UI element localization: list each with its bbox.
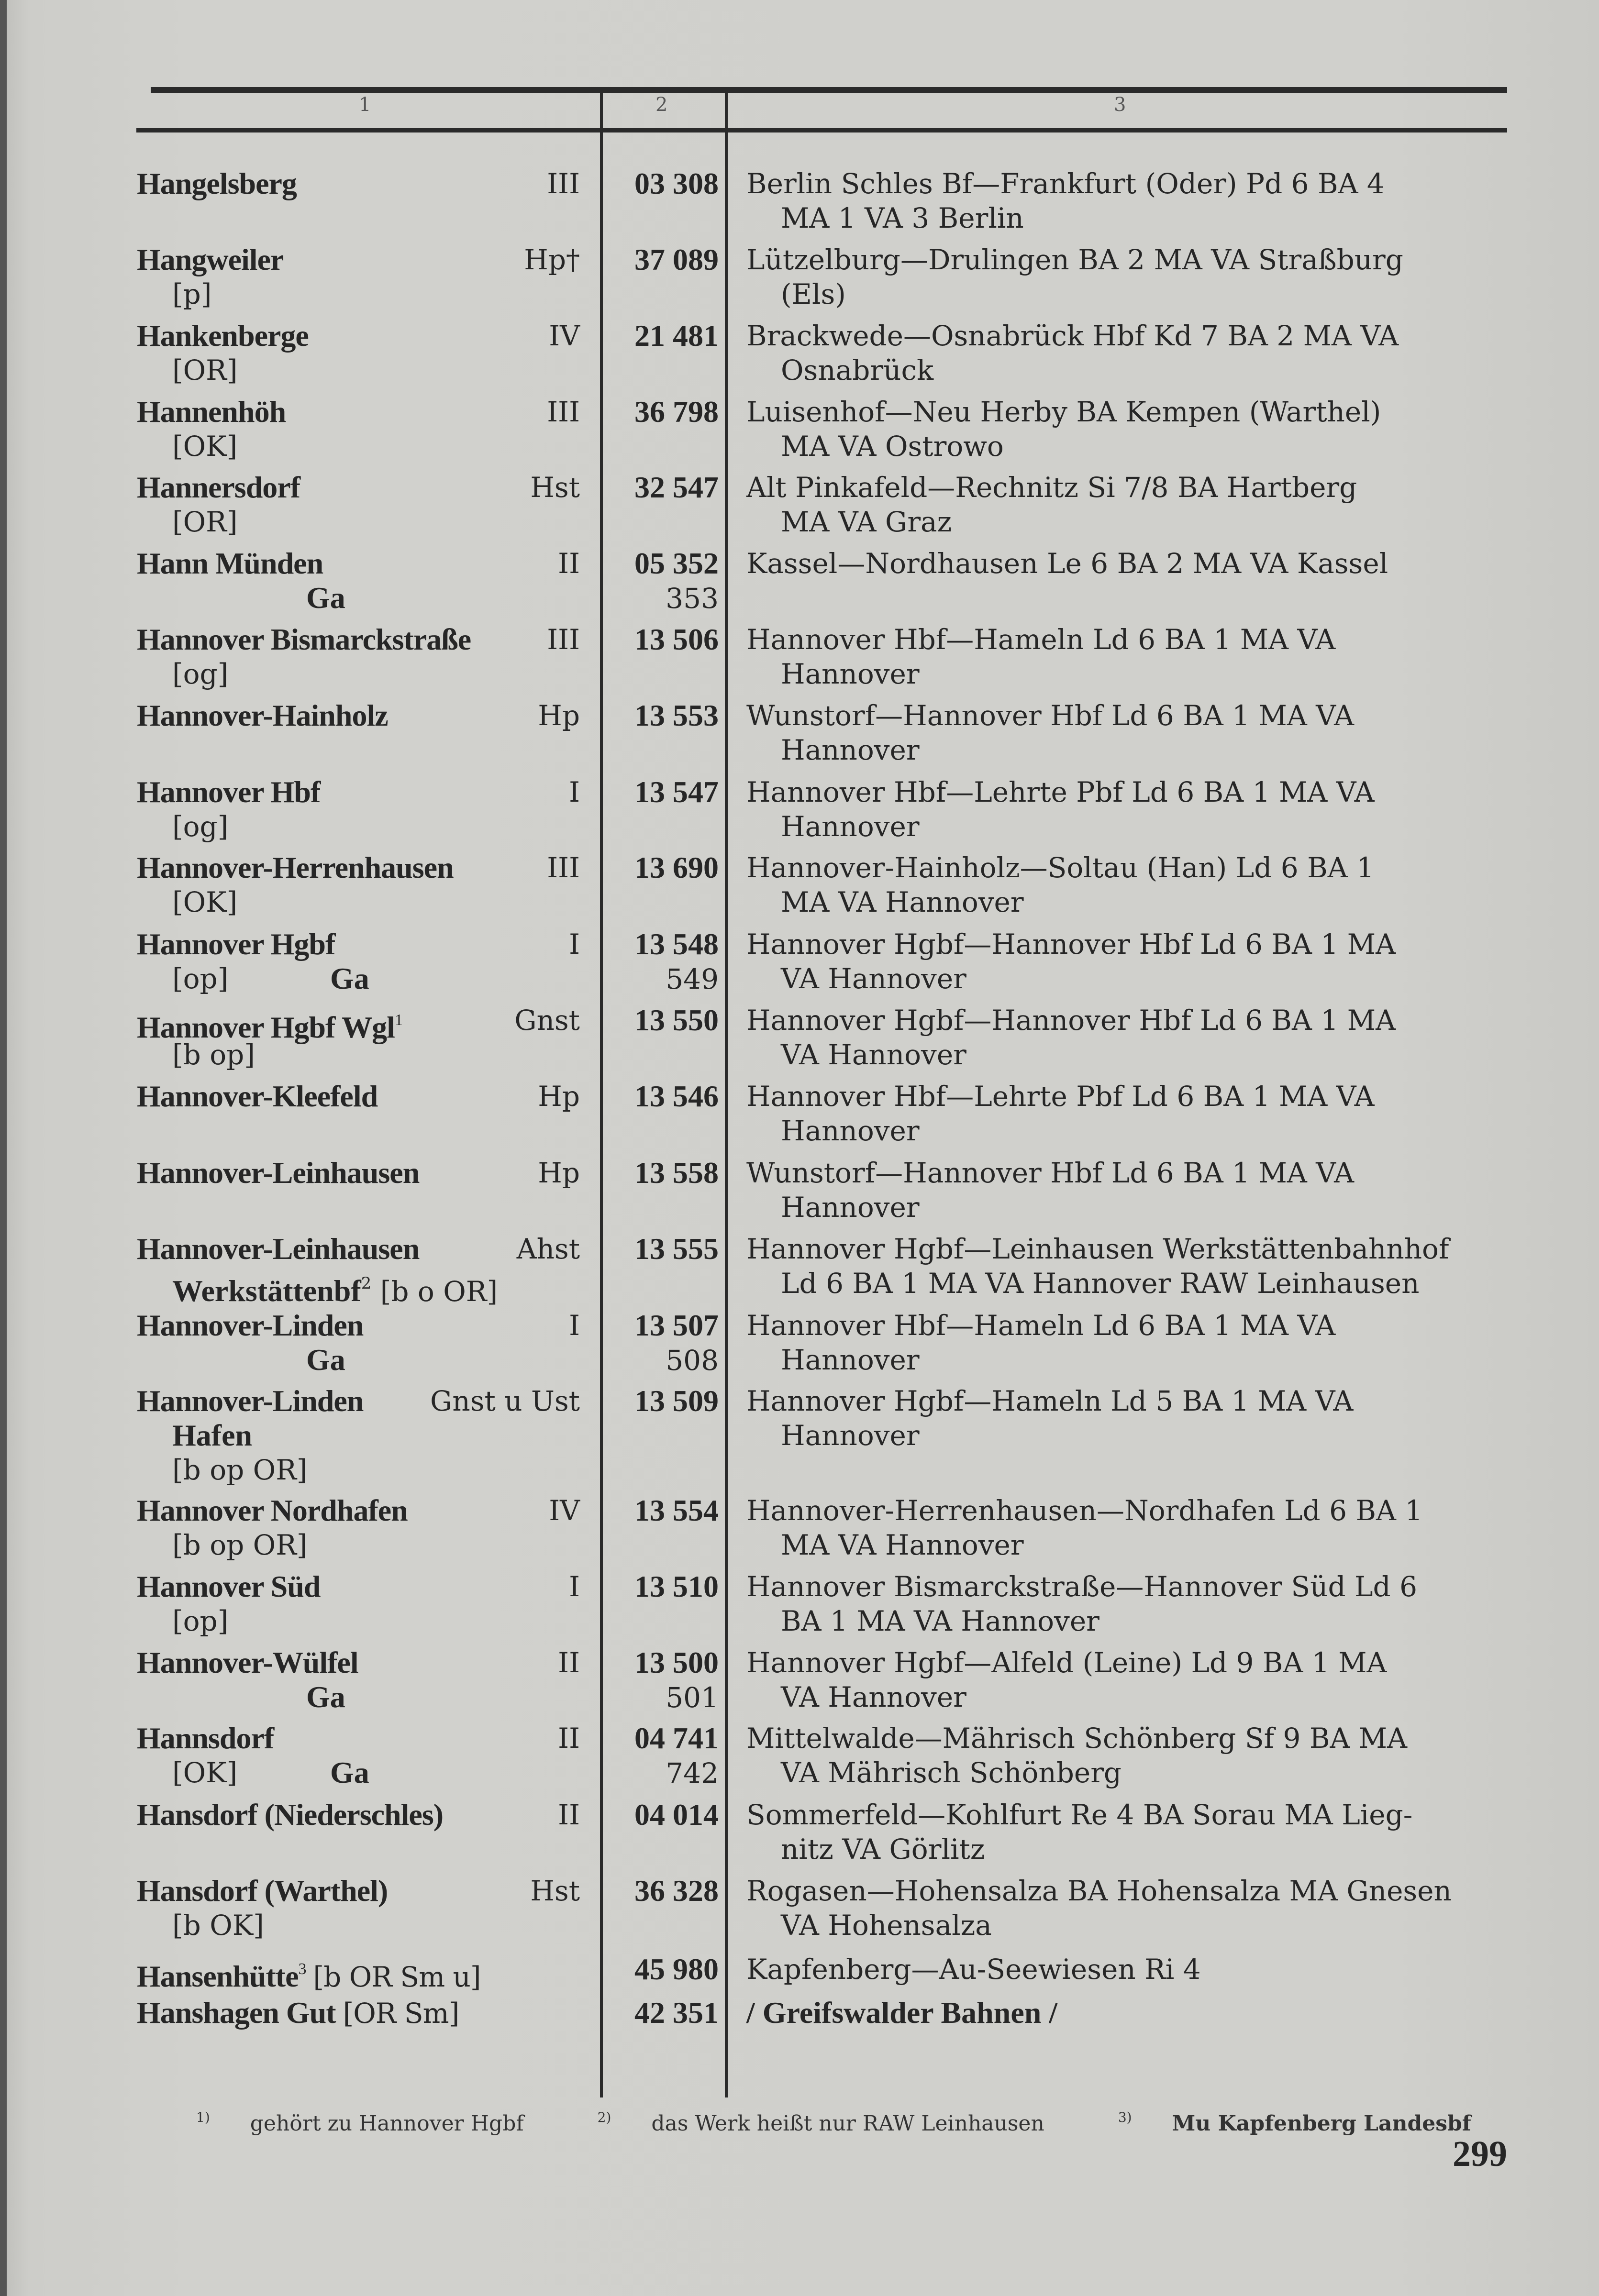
station-number: 13 506: [634, 622, 719, 656]
station-name: Hankenberge: [137, 319, 309, 353]
station-name: Hannover-Hainholz: [137, 698, 388, 732]
station-class: Hp†: [524, 243, 580, 276]
station-class: III: [547, 167, 580, 200]
route-description: Sommerfeld—Kohlfurt Re 4 BA Sorau MA Lieg- nitz VA Görlitz: [746, 1799, 1413, 1866]
station-number: 13 548 549: [634, 927, 719, 995]
station-sub: Ga: [306, 1343, 345, 1377]
footnotes: [196, 2109, 1505, 2136]
station-name: Hannover Nordhafen: [137, 1493, 408, 1527]
station-class: II: [558, 1722, 580, 1755]
station-number: 05 352 353: [634, 546, 719, 615]
station-class: Gnst: [514, 1004, 580, 1037]
station-sub: Ga: [306, 1680, 345, 1714]
station-number: 32 547: [634, 470, 719, 504]
station-number: 13 690: [634, 850, 719, 884]
station-class: II: [558, 1799, 580, 1831]
station-sub: [OK]: [172, 430, 238, 463]
station-name: Hannover-Linden: [137, 1308, 364, 1342]
station-number: 45 980: [634, 1952, 719, 1986]
page-number: 299: [1453, 2134, 1507, 2174]
route-description: Hannover-Herrenhausen—Nordhafen Ld 6 BA 1 MA VA Hannover: [746, 1494, 1423, 1561]
station-sub: [OR]: [172, 354, 238, 386]
route-description: Hannover Hgbf—Hameln Ld 5 BA 1 MA VA Hannover: [746, 1385, 1354, 1452]
route-description: / Greifswalder Bahnen /: [746, 1996, 1058, 2030]
route-description: Hannover Hgbf—Alfeld (Leine) Ld 9 BA 1 MA VA Hannover: [746, 1646, 1387, 1713]
station-name: Hangelsberg: [137, 166, 297, 200]
station-sub: Ga: [306, 581, 345, 615]
station-name: Hannover-Wülfel: [137, 1645, 358, 1679]
station-name: Hannenhöh: [137, 395, 286, 429]
station-number: 13 500 501: [634, 1645, 719, 1714]
station-sub: [OK]: [172, 1756, 238, 1789]
station-name: Hannover-Leinhausen: [137, 1156, 420, 1190]
station-number: 36 798: [634, 395, 719, 429]
station-number: 13 550: [634, 1003, 719, 1037]
route-description: Lützelburg—Drulingen BA 2 MA VA Straßburg (Els): [746, 243, 1403, 310]
station-class: III: [547, 851, 580, 884]
route-description: Kassel—Nordhausen Le 6 BA 2 MA VA Kassel: [746, 547, 1388, 580]
station-class: III: [547, 396, 580, 428]
station-sub: [b op]: [172, 1038, 255, 1071]
station-sub: [og]: [172, 658, 229, 690]
station-ga: Ga: [330, 1755, 369, 1789]
station-number: 13 507 508: [634, 1308, 719, 1377]
station-name: Hann Münden: [137, 546, 323, 580]
route-description: Hannover Hbf—Lehrte Pbf Ld 6 BA 1 MA VA Hannover: [746, 1080, 1375, 1147]
station-class: Hp: [538, 1080, 580, 1113]
station-sub: [og]: [172, 810, 229, 843]
station-number: 13 553: [634, 698, 719, 732]
station-class: Hp: [538, 1157, 580, 1189]
station-number: 04 741 742: [634, 1721, 719, 1789]
route-description: Alt Pinkafeld—Rechnitz Si 7/8 BA Hartberg MA VA Graz: [746, 471, 1357, 538]
footnote-2: $^{2)}$ das Werk heißt nur RAW Leinhausen: [597, 2109, 1044, 2136]
station-class: II: [558, 1646, 580, 1679]
station-class: Hst: [530, 471, 580, 504]
station-name: Hansdorf (Niederschles): [137, 1798, 444, 1832]
station-name: Hannover-Herrenhausen: [137, 850, 454, 884]
route-description: Hannover Hgbf—Leinhausen Werkstättenbahnhof Ld 6 BA 1 MA VA Hannover RAW Leinhausen: [746, 1233, 1449, 1300]
route-description: Brackwede—Osnabrück Hbf Kd 7 BA 2 MA VA Osnabrück: [746, 320, 1399, 386]
station-class: Ahst: [516, 1233, 580, 1265]
station-sub: [b op OR]: [172, 1529, 308, 1561]
station-number: 42 351: [634, 1996, 719, 2030]
station-number: 03 308: [634, 166, 719, 200]
station-sub: [op]: [172, 1605, 229, 1637]
header-top-rule: [151, 87, 1507, 93]
column-divider-1: [600, 91, 603, 2097]
station-name: Hangweiler: [137, 243, 284, 276]
station-name: Hanshagen Gut [OR Sm]: [137, 1996, 459, 2030]
station-number: 37 089: [634, 243, 719, 276]
station-number: 13 547: [634, 775, 719, 809]
route-description: Hannover Hbf—Hameln Ld 6 BA 1 MA VA Hannover: [746, 1309, 1336, 1376]
route-description: Kapfenberg—Au-Seewiesen Ri 4: [746, 1953, 1201, 1986]
station-sub: [op]: [172, 962, 229, 995]
route-description: Hannover Hbf—Lehrte Pbf Ld 6 BA 1 MA VA Hannover: [746, 776, 1375, 843]
station-sub: Hafen: [172, 1418, 253, 1452]
station-name: Hannover Bismarckstraße: [137, 622, 471, 656]
station-name: Hansenhütte$^3$ [b OR Sm u]: [137, 1959, 481, 1993]
station-class: I: [569, 1309, 580, 1342]
station-class: Hp: [538, 699, 580, 732]
route-description: Wunstorf—Hannover Hbf Ld 6 BA 1 MA VA Hannover: [746, 1157, 1355, 1224]
station-sub: [b OK]: [172, 1909, 264, 1942]
station-number: 13 546: [634, 1079, 719, 1113]
station-number: 13 510: [634, 1569, 719, 1603]
station-class: II: [558, 547, 580, 580]
station-name: Hannover Hgbf Wgl$^1$: [137, 1010, 402, 1044]
route-description: Hannover Bismarckstraße—Hannover Süd Ld 6 BA 1 MA VA Hannover: [746, 1570, 1418, 1637]
station-sub: [p]: [172, 278, 212, 310]
column-number-2: 2: [655, 94, 668, 116]
station-name: Hannover-Leinhausen: [137, 1232, 420, 1266]
station-class: Gnst u Ust: [430, 1385, 580, 1417]
route-description: Hannover-Hainholz—Soltau (Han) Ld 6 BA 1 MA VA Hannover: [746, 851, 1374, 918]
station-sub: Werkstättenbf$^2$ [b o OR]: [172, 1274, 498, 1308]
station-sub: [OR]: [172, 506, 238, 538]
station-name: Hannover Hgbf: [137, 927, 335, 961]
station-class: I: [569, 928, 580, 960]
route-description: Hannover Hbf—Hameln Ld 6 BA 1 MA VA Hannover: [746, 623, 1336, 690]
route-description: Hannover Hgbf—Hannover Hbf Ld 6 BA 1 MA VA Hannover: [746, 1004, 1396, 1071]
station-number: 13 558: [634, 1156, 719, 1190]
station-ga: Ga: [330, 961, 369, 995]
station-name: Hannersdorf: [137, 470, 300, 504]
station-name: Hansdorf (Warthel): [137, 1874, 388, 1908]
station-class: Hst: [530, 1875, 580, 1907]
station-class: IV: [549, 1494, 580, 1527]
column-number-3: 3: [1114, 94, 1126, 116]
footnote-1: $^{1)}$ gehört zu Hannover Hgbf: [196, 2109, 524, 2136]
station-number: 04 014: [634, 1798, 719, 1832]
column-divider-2: [725, 91, 728, 2097]
page-edge: [0, 0, 7, 2296]
station-class: I: [569, 776, 580, 808]
station-name: Hannover-Linden: [137, 1384, 364, 1418]
station-number: 21 481: [634, 319, 719, 353]
route-description: Luisenhof—Neu Herby BA Kempen (Warthel) MA VA Ostrowo: [746, 396, 1381, 463]
station-name: Hannover Hbf: [137, 775, 321, 809]
station-name: Hannover Süd: [137, 1569, 321, 1603]
footnote-3: $^{3)}$ Mu Kapfenberg Landesbf: [1118, 2109, 1471, 2136]
station-name: Hannover-Kleefeld: [137, 1079, 378, 1113]
route-description: Wunstorf—Hannover Hbf Ld 6 BA 1 MA VA Hannover: [746, 699, 1355, 766]
station-number: 13 555: [634, 1232, 719, 1266]
column-number-1: 1: [359, 94, 371, 116]
route-description: Mittelwalde—Mährisch Schönberg Sf 9 BA MA VA Mährisch Schönberg: [746, 1722, 1408, 1789]
station-class: I: [569, 1570, 580, 1603]
station-name: Hannsdorf: [137, 1721, 274, 1755]
station-sub: [OK]: [172, 886, 238, 918]
route-description: Hannover Hgbf—Hannover Hbf Ld 6 BA 1 MA VA Hannover: [746, 928, 1396, 995]
station-number: 13 554: [634, 1493, 719, 1527]
station-class: III: [547, 623, 580, 656]
station-number: 36 328: [634, 1874, 719, 1908]
route-description: Berlin Schles Bf—Frankfurt (Oder) Pd 6 BA 4 MA 1 VA 3 Berlin: [746, 167, 1385, 234]
station-number: 13 509: [634, 1384, 719, 1418]
station-class: IV: [549, 320, 580, 352]
station-sub-2: [b op OR]: [172, 1454, 308, 1486]
header-bottom-rule: [136, 128, 1507, 132]
route-description: Rogasen—Hohensalza BA Hohensalza MA Gnesen VA Hohensalza: [746, 1875, 1452, 1942]
